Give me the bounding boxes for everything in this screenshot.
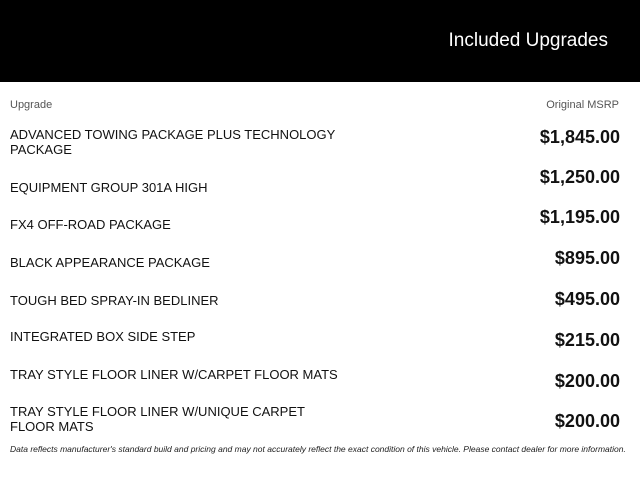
page-header: [0, 0, 640, 82]
column-headers: [0, 99, 640, 113]
upgrade-name: EQUIPMENT GROUP 301A HIGH: [10, 180, 208, 195]
upgrade-price: $895.00: [554, 248, 620, 268]
upgrade-price: $200.00: [554, 411, 620, 431]
upgrade-name: TRAY STYLE FLOOR LINER W/UNIQUE CARPET FLOOR MATS: [10, 404, 305, 434]
list-item: [0, 206, 640, 244]
column-header-msrp: Original MSRP: [546, 99, 619, 111]
upgrade-price: $1,250.00: [539, 167, 620, 187]
upgrade-price: $1,195.00: [539, 207, 620, 227]
list-item: [0, 403, 640, 441]
upgrade-name: TOUGH BED SPRAY-IN BEDLINER: [10, 293, 219, 308]
disclaimer-text: Data reflects manufacturer's standard build and pricing and may not accurately reflect the exact condition of this vehicle. Please contact dealer for more information.: [10, 444, 626, 454]
upgrade-name: INTEGRATED BOX SIDE STEP: [10, 329, 196, 344]
list-item: [0, 125, 640, 163]
upgrade-price: $200.00: [554, 371, 620, 391]
list-item: [0, 288, 640, 326]
column-header-upgrade: Upgrade: [10, 99, 53, 111]
upgrade-price: $495.00: [554, 289, 620, 309]
upgrade-price: $1,845.00: [539, 127, 620, 147]
list-item: [0, 328, 640, 366]
upgrade-name: TRAY STYLE FLOOR LINER W/CARPET FLOOR MATS: [10, 367, 338, 382]
upgrade-name: BLACK APPEARANCE PACKAGE: [10, 255, 210, 270]
upgrade-name: FX4 OFF-ROAD PACKAGE: [10, 217, 171, 232]
list-item: [0, 247, 640, 285]
upgrade-name: ADVANCED TOWING PACKAGE PLUS TECHNOLOGY PACKAGE: [10, 127, 336, 157]
upgrade-price: $215.00: [554, 330, 620, 350]
list-item: [0, 367, 640, 405]
page-title: Included Upgrades: [448, 30, 608, 51]
list-item: [0, 166, 640, 204]
